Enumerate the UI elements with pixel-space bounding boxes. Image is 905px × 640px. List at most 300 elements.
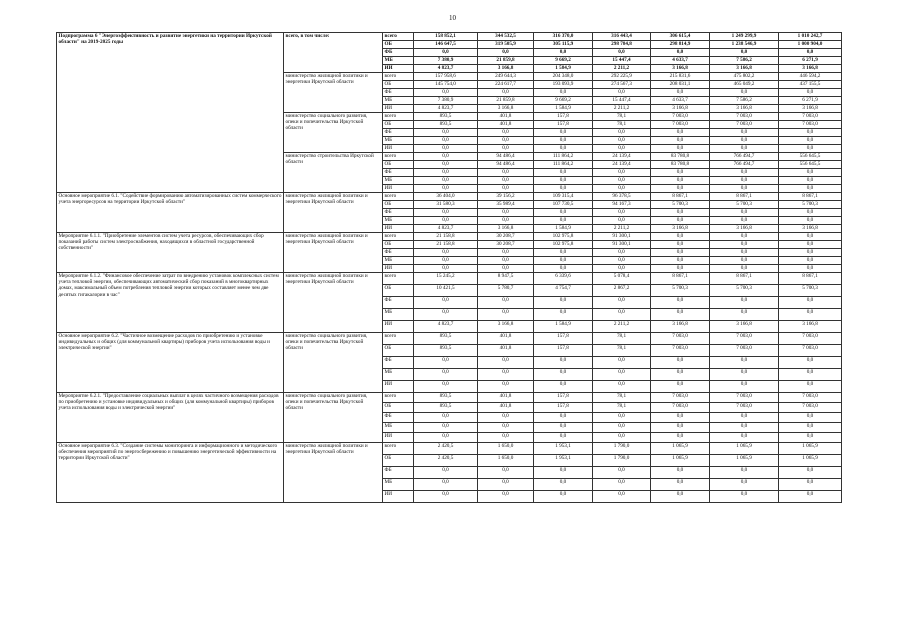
- amount-cell: 1 065,9: [710, 455, 779, 467]
- amount-cell: 4 823,7: [414, 321, 478, 333]
- amount-cell: 78,1: [593, 403, 651, 413]
- table-row: [57, 273, 842, 285]
- funding-source: ИИ: [383, 185, 414, 193]
- amount-cell: 0,0: [478, 423, 534, 433]
- amount-cell: 4 823,7: [414, 65, 478, 73]
- funding-source: МБ: [383, 57, 414, 65]
- amount-cell: 7 003,0: [779, 345, 842, 357]
- amount-cell: 157,8: [534, 113, 593, 121]
- amount-cell: 0,0: [593, 89, 651, 97]
- amount-cell: 556 645,5: [779, 153, 842, 161]
- amount-cell: 465 049,2: [710, 81, 779, 89]
- amount-cell: 0,0: [779, 309, 842, 321]
- amount-cell: 0,0: [651, 257, 710, 265]
- amount-cell: 0,0: [534, 467, 593, 479]
- amount-cell: 157 958,6: [414, 73, 478, 81]
- amount-cell: 0,0: [534, 357, 593, 369]
- amount-cell: 7 003,0: [651, 333, 710, 345]
- amount-cell: 24 139,4: [593, 161, 651, 169]
- amount-cell: 0,0: [779, 413, 842, 423]
- funding-source: всего: [383, 193, 414, 201]
- amount-cell: 1 238 546,9: [710, 41, 779, 49]
- amount-cell: 78,1: [593, 345, 651, 357]
- amount-cell: 0,0: [414, 479, 478, 491]
- amount-cell: 766 494,7: [710, 153, 779, 161]
- amount-cell: 0,0: [478, 129, 534, 137]
- amount-cell: 0,0: [710, 185, 779, 193]
- amount-cell: 4 754,7: [534, 285, 593, 297]
- amount-cell: 3 166,8: [478, 225, 534, 233]
- amount-cell: 0,0: [534, 369, 593, 381]
- amount-cell: 893,5: [414, 113, 478, 121]
- amount-cell: 893,5: [414, 393, 478, 403]
- amount-cell: 0,0: [414, 369, 478, 381]
- funding-source: ОБ: [383, 201, 414, 209]
- amount-cell: 0,0: [779, 257, 842, 265]
- row-executor: министерство жилищной политики и энергетики Иркутской области: [284, 193, 383, 233]
- amount-cell: 0,0: [414, 257, 478, 265]
- amount-cell: 7 003,0: [710, 121, 779, 129]
- funding-source: всего: [383, 443, 414, 455]
- amount-cell: 7 003,0: [651, 113, 710, 121]
- funding-source: ОБ: [383, 455, 414, 467]
- funding-source: ОБ: [383, 121, 414, 129]
- amount-cell: 9 669,2: [534, 97, 593, 105]
- amount-cell: 15 447,4: [593, 97, 651, 105]
- amount-cell: 111 864,2: [534, 153, 593, 161]
- funding-source: всего: [383, 73, 414, 81]
- amount-cell: 0,0: [534, 129, 593, 137]
- funding-source: ФБ: [383, 467, 414, 479]
- amount-cell: 0,0: [478, 257, 534, 265]
- funding-source: всего: [383, 113, 414, 121]
- amount-cell: 0,0: [779, 381, 842, 393]
- funding-source: ФБ: [383, 209, 414, 217]
- table-row: [57, 233, 842, 241]
- amount-cell: 0,0: [651, 369, 710, 381]
- amount-cell: 1 650,0: [478, 455, 534, 467]
- amount-cell: 7 003,0: [710, 333, 779, 345]
- amount-cell: 0,0: [414, 161, 478, 169]
- funding-source: ИИ: [383, 265, 414, 273]
- amount-cell: 102 975,8: [534, 241, 593, 249]
- amount-cell: 0,0: [651, 249, 710, 257]
- amount-cell: 96 378,5: [593, 193, 651, 201]
- amount-cell: 0,0: [534, 209, 593, 217]
- amount-cell: 0,0: [779, 129, 842, 137]
- amount-cell: 0,0: [593, 49, 651, 57]
- amount-cell: 8 947,5: [478, 273, 534, 285]
- amount-cell: 0,0: [710, 467, 779, 479]
- amount-cell: 0,0: [779, 185, 842, 193]
- funding-source: МБ: [383, 97, 414, 105]
- amount-cell: 893,5: [414, 333, 478, 345]
- amount-cell: 0,0: [779, 491, 842, 503]
- amount-cell: 8 867,1: [710, 193, 779, 201]
- amount-cell: 0,0: [593, 129, 651, 137]
- amount-cell: 298 784,8: [593, 41, 651, 49]
- amount-cell: 0,0: [710, 265, 779, 273]
- table-row: [57, 333, 842, 345]
- amount-cell: 5 700,3: [710, 201, 779, 209]
- amount-cell: 0,0: [651, 479, 710, 491]
- amount-cell: 0,0: [779, 297, 842, 309]
- amount-cell: 4 633,7: [651, 97, 710, 105]
- funding-source: ИИ: [383, 105, 414, 113]
- funding-source: ОБ: [383, 81, 414, 89]
- amount-cell: 35 989,4: [478, 201, 534, 209]
- amount-cell: 0,0: [779, 369, 842, 381]
- amount-cell: 0,0: [651, 491, 710, 503]
- amount-cell: 306 615,4: [651, 33, 710, 41]
- amount-cell: 3 166,8: [651, 321, 710, 333]
- amount-cell: 0,0: [593, 265, 651, 273]
- funding-source: ФБ: [383, 249, 414, 257]
- amount-cell: 8 867,1: [779, 193, 842, 201]
- funding-source: ОБ: [383, 41, 414, 49]
- amount-cell: 157,8: [534, 333, 593, 345]
- amount-cell: 0,0: [651, 145, 710, 153]
- amount-cell: 0,0: [710, 145, 779, 153]
- amount-cell: 6 271,9: [779, 57, 842, 65]
- amount-cell: 0,0: [779, 479, 842, 491]
- amount-cell: 0,0: [534, 479, 593, 491]
- amount-cell: 0,0: [779, 169, 842, 177]
- amount-cell: 0,0: [651, 177, 710, 185]
- amount-cell: 0,0: [710, 381, 779, 393]
- amount-cell: 0,0: [779, 145, 842, 153]
- amount-cell: 145 754,0: [414, 81, 478, 89]
- funding-source: ОБ: [383, 285, 414, 297]
- amount-cell: 0,0: [414, 153, 478, 161]
- amount-cell: 0,0: [593, 177, 651, 185]
- amount-cell: 7 003,0: [651, 403, 710, 413]
- funding-source: всего: [383, 33, 414, 41]
- amount-cell: 0,0: [414, 297, 478, 309]
- row-description: Основное мероприятие 6.2. "Частичное возмещение расходов по приобретению и установке индивидуальных и общих (для коммунальной квартиры) приборов учета использования воды и электрической энергии": [57, 333, 284, 393]
- amount-cell: 437 155,5: [779, 81, 842, 89]
- amount-cell: 0,0: [478, 217, 534, 225]
- funding-source: ИИ: [383, 65, 414, 73]
- amount-cell: 7 003,0: [779, 113, 842, 121]
- amount-cell: 893,5: [414, 403, 478, 413]
- amount-cell: 1 065,9: [779, 443, 842, 455]
- funding-source: МБ: [383, 217, 414, 225]
- amount-cell: 94 486,4: [478, 161, 534, 169]
- amount-cell: 91 300,1: [593, 233, 651, 241]
- amount-cell: 158 852,1: [414, 33, 478, 41]
- row-executor: министерство жилищной политики и энергетики Иркутской области: [284, 443, 383, 503]
- amount-cell: 0,0: [779, 433, 842, 443]
- amount-cell: 94 167,3: [593, 201, 651, 209]
- amount-cell: 9 669,2: [534, 57, 593, 65]
- funding-source: ИИ: [383, 145, 414, 153]
- amount-cell: 3 166,8: [478, 321, 534, 333]
- amount-cell: 0,0: [651, 169, 710, 177]
- row-executor: министерство социального развития, опеки и попечительства Иркутской области: [284, 393, 383, 443]
- amount-cell: 91 300,1: [593, 241, 651, 249]
- amount-cell: 30 208,7: [478, 241, 534, 249]
- amount-cell: 7 003,0: [779, 121, 842, 129]
- amount-cell: 0,0: [710, 169, 779, 177]
- amount-cell: 5 700,3: [651, 285, 710, 297]
- amount-cell: 0,0: [593, 249, 651, 257]
- amount-cell: 0,0: [651, 137, 710, 145]
- funding-source: ФБ: [383, 357, 414, 369]
- funding-source: МБ: [383, 309, 414, 321]
- amount-cell: 0,0: [651, 49, 710, 57]
- amount-cell: 298 814,9: [651, 41, 710, 49]
- amount-cell: 0,0: [593, 169, 651, 177]
- funding-source: ФБ: [383, 129, 414, 137]
- funding-source: ИИ: [383, 433, 414, 443]
- amount-cell: 31 580,3: [414, 201, 478, 209]
- amount-cell: 0,0: [593, 309, 651, 321]
- amount-cell: 157,8: [534, 403, 593, 413]
- row-description: Мероприятие 6.1.1. "Приобретение элементов систем учета ресурсов, обеспечивающих сбор показаний работы систем электроснабжения, находящихся в областной государственной собственности": [57, 233, 284, 273]
- amount-cell: 1 953,1: [534, 455, 593, 467]
- funding-source: ФБ: [383, 89, 414, 97]
- amount-cell: 7 380,9: [414, 97, 478, 105]
- amount-cell: 0,0: [710, 413, 779, 423]
- amount-cell: 0,0: [651, 381, 710, 393]
- amount-cell: 0,0: [478, 491, 534, 503]
- amount-cell: 1 065,9: [710, 443, 779, 455]
- amount-cell: 0,0: [710, 89, 779, 97]
- amount-cell: 0,0: [478, 309, 534, 321]
- amount-cell: 1 065,9: [651, 455, 710, 467]
- amount-cell: 3 166,8: [710, 321, 779, 333]
- amount-cell: 0,0: [651, 185, 710, 193]
- funding-source: всего: [383, 393, 414, 403]
- amount-cell: 157,8: [534, 393, 593, 403]
- amount-cell: 401,8: [478, 113, 534, 121]
- amount-cell: 0,0: [779, 217, 842, 225]
- amount-cell: 7 003,0: [779, 403, 842, 413]
- amount-cell: 2 211,2: [593, 321, 651, 333]
- amount-cell: 3 166,8: [710, 225, 779, 233]
- amount-cell: 0,0: [593, 217, 651, 225]
- amount-cell: 0,0: [710, 137, 779, 145]
- amount-cell: 0,0: [478, 209, 534, 217]
- amount-cell: 157,8: [534, 121, 593, 129]
- row-executor: министерство социального развития, опеки и попечительства Иркутской области: [284, 333, 383, 393]
- amount-cell: 0,0: [593, 467, 651, 479]
- amount-cell: 0,0: [593, 185, 651, 193]
- amount-cell: 0,0: [710, 217, 779, 225]
- amount-cell: 0,0: [478, 249, 534, 257]
- amount-cell: 0,0: [478, 433, 534, 443]
- funding-source: ИИ: [383, 491, 414, 503]
- amount-cell: 15 245,2: [414, 273, 478, 285]
- amount-cell: 8 867,1: [651, 193, 710, 201]
- amount-cell: 8 867,1: [651, 273, 710, 285]
- amount-cell: 0,0: [534, 257, 593, 265]
- amount-cell: 0,0: [593, 297, 651, 309]
- amount-cell: 0,0: [414, 381, 478, 393]
- table-row: [57, 33, 842, 41]
- amount-cell: 1 584,9: [534, 321, 593, 333]
- amount-cell: 0,0: [478, 297, 534, 309]
- amount-cell: 3 166,8: [779, 105, 842, 113]
- amount-cell: 0,0: [534, 491, 593, 503]
- amount-cell: 0,0: [534, 297, 593, 309]
- amount-cell: 0,0: [710, 423, 779, 433]
- amount-cell: 0,0: [534, 137, 593, 145]
- amount-cell: 1 584,9: [534, 105, 593, 113]
- amount-cell: 78,1: [593, 113, 651, 121]
- amount-cell: 21 859,8: [478, 97, 534, 105]
- amount-cell: 7 380,9: [414, 57, 478, 65]
- amount-cell: 1 790,0: [593, 443, 651, 455]
- row-executor: министерство жилищной политики и энергетики Иркутской области: [284, 233, 383, 273]
- amount-cell: 0,0: [478, 265, 534, 273]
- amount-cell: 0,0: [478, 177, 534, 185]
- amount-cell: 5 700,3: [779, 285, 842, 297]
- amount-cell: 0,0: [478, 413, 534, 423]
- funding-source: ИИ: [383, 225, 414, 233]
- funding-source: ФБ: [383, 49, 414, 57]
- amount-cell: 3 166,8: [710, 65, 779, 73]
- amount-cell: 0,0: [414, 467, 478, 479]
- amount-cell: 5 700,3: [779, 201, 842, 209]
- amount-cell: 0,0: [534, 433, 593, 443]
- amount-cell: 0,0: [651, 309, 710, 321]
- amount-cell: 7 003,0: [710, 345, 779, 357]
- amount-cell: 0,0: [478, 137, 534, 145]
- row-executor: министерство социального развития, опеки и попечительства Иркутской области: [284, 113, 383, 153]
- amount-cell: 208 031,1: [651, 81, 710, 89]
- amount-cell: 0,0: [414, 169, 478, 177]
- amount-cell: 1 584,9: [534, 225, 593, 233]
- funding-source: ОБ: [383, 403, 414, 413]
- amount-cell: 292 225,9: [593, 73, 651, 81]
- amount-cell: 7 586,2: [710, 57, 779, 65]
- amount-cell: 3 166,8: [710, 105, 779, 113]
- amount-cell: 5 780,7: [478, 285, 534, 297]
- amount-cell: 0,0: [478, 369, 534, 381]
- amount-cell: 0,0: [414, 413, 478, 423]
- funding-source: всего: [383, 233, 414, 241]
- amount-cell: 0,0: [534, 89, 593, 97]
- amount-cell: 475 802,2: [710, 73, 779, 81]
- amount-cell: 78,1: [593, 121, 651, 129]
- amount-cell: 0,0: [651, 433, 710, 443]
- row-description: Основное мероприятие 6.1. "Содействие формированию автоматизированных систем коммерческого учета энергоресурсов на территории Иркутской области": [57, 193, 284, 233]
- amount-cell: 0,0: [414, 49, 478, 57]
- amount-cell: 157,8: [534, 345, 593, 357]
- amount-cell: 0,0: [651, 89, 710, 97]
- amount-cell: 305 115,9: [534, 41, 593, 49]
- table-row: [57, 393, 842, 403]
- amount-cell: 0,0: [534, 265, 593, 273]
- funding-source: всего: [383, 333, 414, 345]
- amount-cell: 146 647,5: [414, 41, 478, 49]
- amount-cell: 0,0: [779, 423, 842, 433]
- amount-cell: 766 494,7: [710, 161, 779, 169]
- amount-cell: 0,0: [651, 233, 710, 241]
- amount-cell: 39 156,2: [478, 193, 534, 201]
- amount-cell: 1 249 299,9: [710, 33, 779, 41]
- amount-cell: 0,0: [710, 309, 779, 321]
- amount-cell: 316 370,0: [534, 33, 593, 41]
- funding-source: ОБ: [383, 241, 414, 249]
- row-description: Мероприятие 6.1.2. "Финансовое обеспечение затрат по внедрению установок комплексных систем учета тепловой энергии, обеспечивающих автоматический сбор показаний в многоквартирных домах, максимальный объем потребления тепловой энергии которых составляет менее чем две десятых гигакалории в час": [57, 273, 284, 333]
- amount-cell: 0,0: [478, 467, 534, 479]
- amount-cell: 0,0: [779, 137, 842, 145]
- row-executor: всего, в том числе:: [284, 33, 383, 73]
- amount-cell: 3 166,8: [651, 65, 710, 73]
- funding-source: ОБ: [383, 161, 414, 169]
- amount-cell: 0,0: [534, 185, 593, 193]
- amount-cell: 0,0: [651, 423, 710, 433]
- amount-cell: 0,0: [414, 433, 478, 443]
- amount-cell: 0,0: [710, 257, 779, 265]
- amount-cell: 0,0: [534, 413, 593, 423]
- amount-cell: 1 065,9: [779, 455, 842, 467]
- amount-cell: 21 158,8: [414, 241, 478, 249]
- amount-cell: 0,0: [414, 177, 478, 185]
- amount-cell: 274 567,3: [593, 81, 651, 89]
- amount-cell: 0,0: [779, 233, 842, 241]
- amount-cell: 0,0: [651, 297, 710, 309]
- amount-cell: 0,0: [710, 433, 779, 443]
- amount-cell: 0,0: [779, 177, 842, 185]
- amount-cell: 0,0: [710, 209, 779, 217]
- amount-cell: 0,0: [710, 233, 779, 241]
- amount-cell: 1 790,0: [593, 455, 651, 467]
- amount-cell: 893,5: [414, 345, 478, 357]
- funding-source: всего: [383, 153, 414, 161]
- amount-cell: 0,0: [593, 137, 651, 145]
- amount-cell: 0,0: [710, 177, 779, 185]
- amount-cell: 0,0: [478, 479, 534, 491]
- amount-cell: 215 831,6: [651, 73, 710, 81]
- amount-cell: 193 093,9: [534, 81, 593, 89]
- amount-cell: 111 864,2: [534, 161, 593, 169]
- amount-cell: 8 867,1: [710, 273, 779, 285]
- amount-cell: 0,0: [414, 145, 478, 153]
- amount-cell: 1 000 904,0: [779, 41, 842, 49]
- amount-cell: 0,0: [593, 145, 651, 153]
- amount-cell: 2 211,2: [593, 105, 651, 113]
- amount-cell: 0,0: [534, 309, 593, 321]
- amount-cell: 0,0: [534, 423, 593, 433]
- funding-source: МБ: [383, 137, 414, 145]
- funding-source: ИИ: [383, 381, 414, 393]
- amount-cell: 107 730,5: [534, 201, 593, 209]
- amount-cell: 0,0: [414, 209, 478, 217]
- amount-cell: 3 166,8: [779, 65, 842, 73]
- amount-cell: 0,0: [651, 265, 710, 273]
- amount-cell: 4 633,7: [651, 57, 710, 65]
- amount-cell: 102 975,8: [534, 233, 593, 241]
- amount-cell: 0,0: [710, 249, 779, 257]
- amount-cell: 3 166,8: [478, 65, 534, 73]
- amount-cell: 1 010 242,7: [779, 33, 842, 41]
- amount-cell: 5 700,3: [710, 285, 779, 297]
- amount-cell: 0,0: [534, 177, 593, 185]
- amount-cell: 21 859,8: [478, 57, 534, 65]
- page-number: 10: [449, 14, 456, 22]
- amount-cell: 1 065,9: [651, 443, 710, 455]
- table-row: [57, 443, 842, 455]
- amount-cell: 893,5: [414, 121, 478, 129]
- amount-cell: 319 505,9: [478, 41, 534, 49]
- amount-cell: 0,0: [414, 423, 478, 433]
- amount-cell: 2 211,2: [593, 65, 651, 73]
- amount-cell: 4 823,7: [414, 105, 478, 113]
